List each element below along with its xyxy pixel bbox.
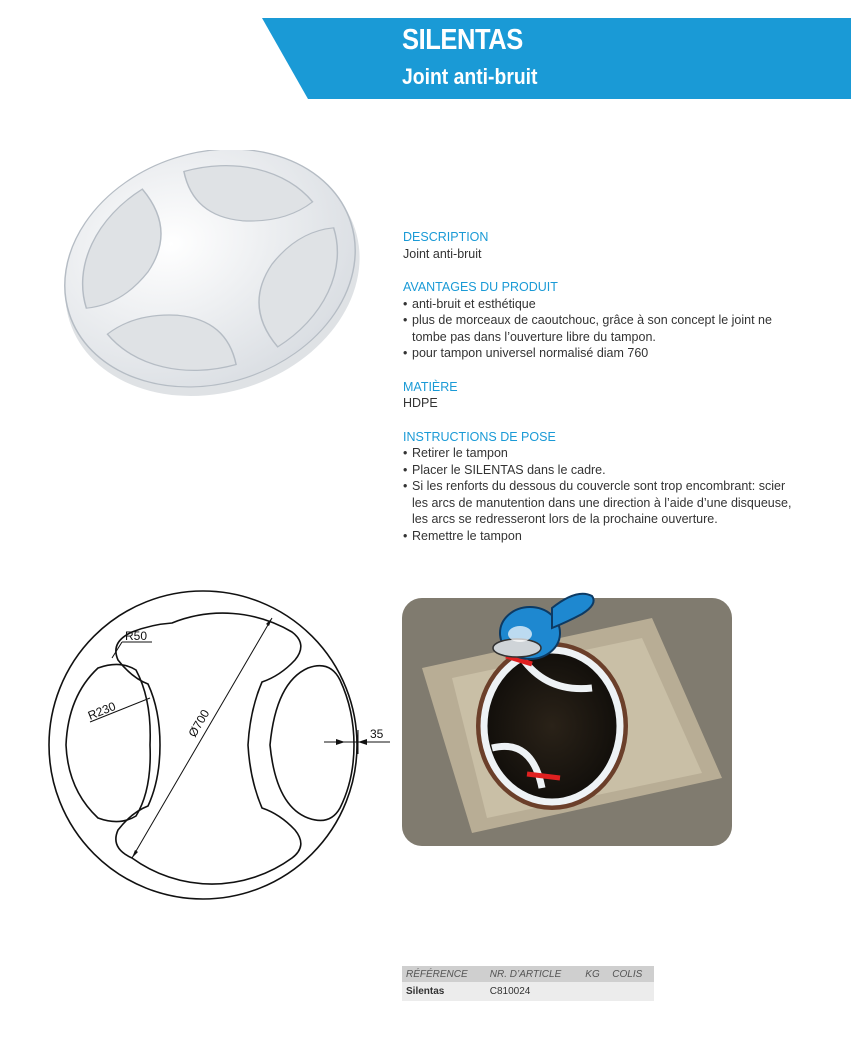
list-item: • Placer le SILENTAS dans le cadre. — [403, 462, 793, 479]
col-article: NR. D’ARTICLE — [486, 966, 582, 982]
dim-thickness: 35 — [370, 727, 384, 741]
list-item: • Si les renforts du dessous du couvercle sont trop encombrant: scier les arcs de manutention dans une direction à l’aide d’une disqueuse, les arcs se redresseront lors de la prochaine ouverture. — [403, 478, 793, 528]
description-heading: DESCRIPTION — [403, 230, 489, 244]
cell-kg — [581, 982, 608, 1001]
dim-r230: R230 — [85, 699, 118, 723]
col-reference: RÉFÉRENCE — [402, 966, 486, 982]
cell-reference: Silentas — [402, 982, 486, 1001]
list-item: • Remettre le tampon — [403, 528, 793, 545]
advantages-heading: AVANTAGES DU PRODUIT — [403, 280, 558, 294]
advantages-list — [403, 296, 793, 362]
table-row — [402, 982, 654, 1001]
dim-diameter: Ø700 — [185, 707, 213, 740]
product-info — [403, 229, 793, 544]
col-colis: COLIS — [608, 966, 654, 982]
cell-article: C810024 — [486, 982, 582, 1001]
list-item: • anti-bruit et esthétique — [403, 296, 793, 313]
cell-colis — [608, 982, 654, 1001]
technical-drawing — [40, 580, 400, 910]
dim-r50: R50 — [125, 629, 148, 643]
col-kg: KG — [581, 966, 608, 982]
page-subtitle: Joint anti-bruit — [402, 64, 538, 89]
product-image — [50, 150, 370, 410]
instructions-heading: INSTRUCTIONS DE POSE — [403, 429, 556, 444]
list-item: • pour tampon universel normalisé diam 760 — [403, 345, 793, 362]
list-item: • Retirer le tampon — [403, 445, 793, 462]
list-item: • plus de morceaux de caoutchouc, grâce à son concept le joint ne tombe pas dans l’ouverture libre du tampon. — [403, 312, 793, 345]
table-header-row — [402, 966, 654, 982]
instructions-list — [403, 445, 793, 544]
material-heading: MATIÈRE — [403, 379, 458, 394]
description-text: Joint anti-bruit — [403, 246, 482, 261]
material-text: HDPE — [403, 396, 438, 410]
installation-photo — [402, 578, 734, 846]
page-title: SILENTAS — [402, 24, 523, 56]
reference-table — [402, 966, 654, 1001]
